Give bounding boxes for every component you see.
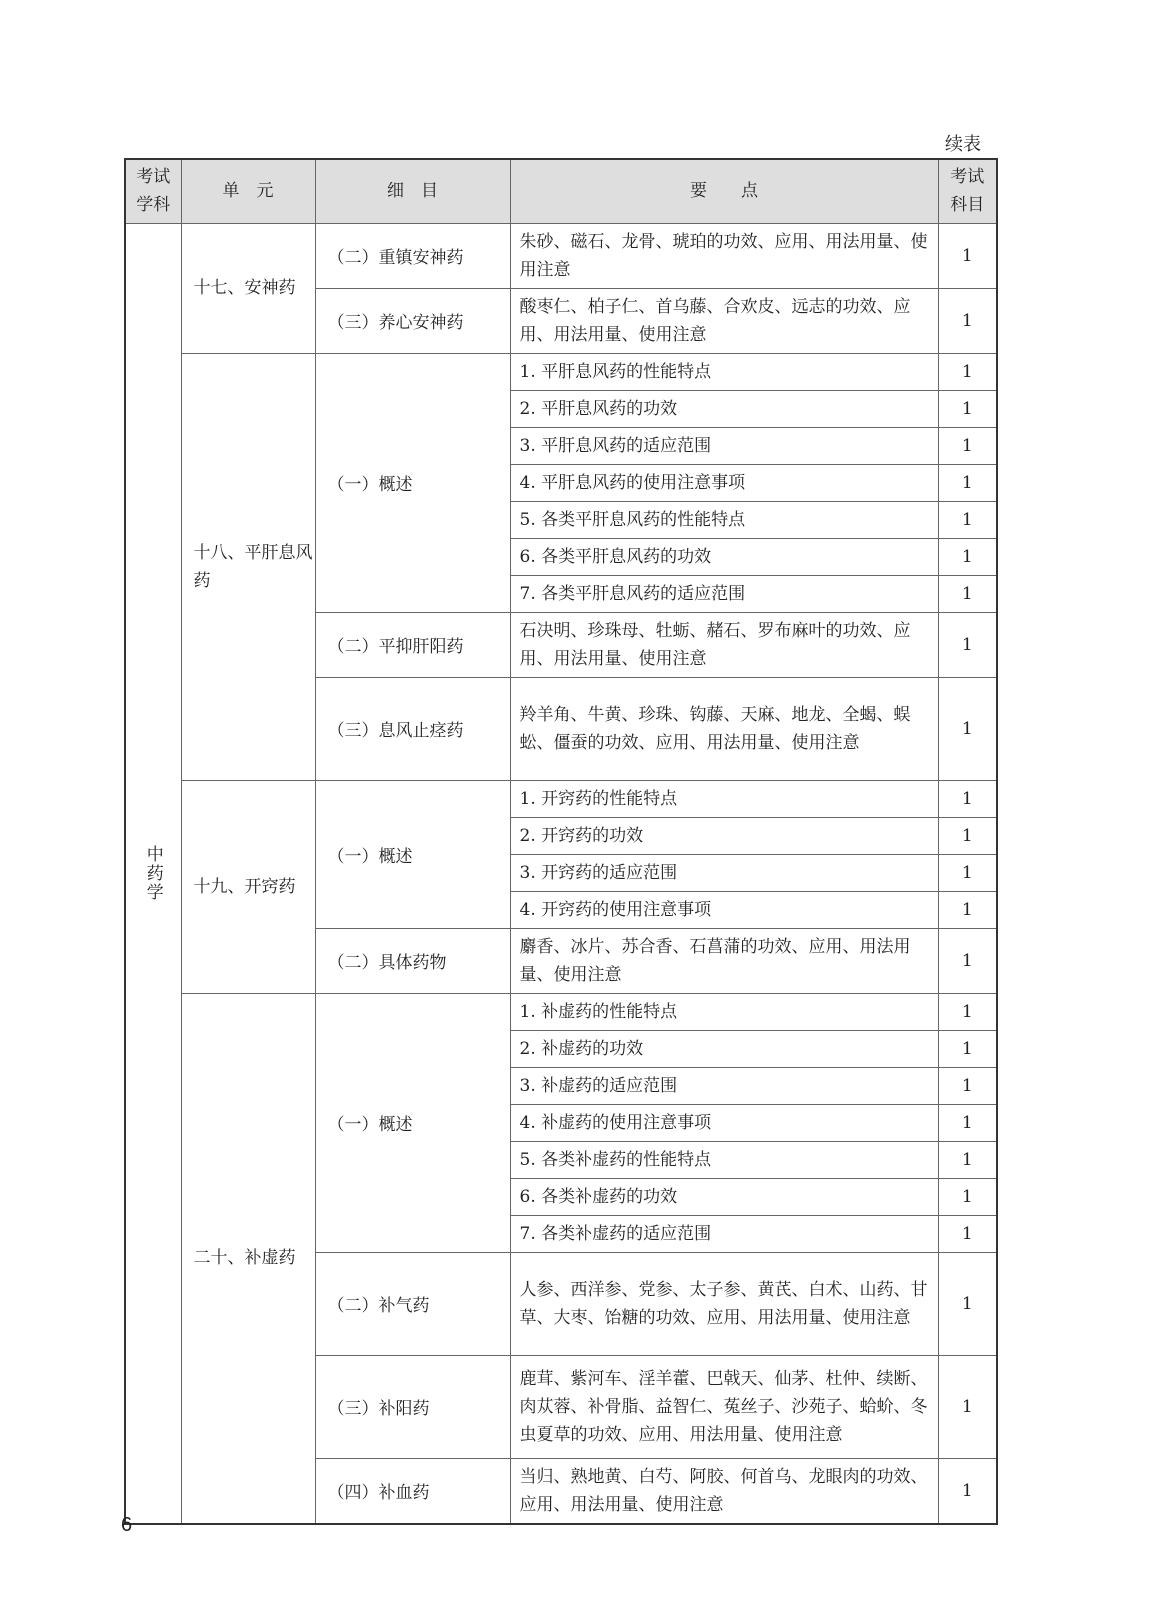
subject-cell: 中药学 — [125, 223, 181, 1524]
point-cell: 石决明、珍珠母、牡蛎、赭石、罗布麻叶的功效、应用、用法用量、使用注意 — [510, 612, 938, 677]
exam-subject-cell: 1 — [938, 464, 997, 501]
table-row — [125, 223, 997, 288]
exam-subject-cell: 1 — [938, 427, 997, 464]
point-cell: 5. 各类补虚药的性能特点 — [510, 1141, 938, 1178]
exam-subject-cell: 1 — [938, 288, 997, 353]
exam-subject-cell: 1 — [938, 538, 997, 575]
table-row — [125, 353, 997, 390]
point-cell: 1. 开窍药的性能特点 — [510, 780, 938, 817]
point-cell: 朱砂、磁石、龙骨、琥珀的功效、应用、用法用量、使用注意 — [510, 223, 938, 288]
point-cell: 人参、西洋参、党参、太子参、黄芪、白术、山药、甘草、大枣、饴糖的功效、应用、用法用量、使用注意 — [510, 1252, 938, 1355]
exam-subject-cell: 1 — [938, 1104, 997, 1141]
item-cell: （一）概述 — [315, 780, 510, 928]
exam-subject-cell: 1 — [938, 1215, 997, 1252]
point-cell: 4. 平肝息风药的使用注意事项 — [510, 464, 938, 501]
header-item: 细 目 — [315, 159, 510, 223]
header-subject: 考试学科 — [125, 159, 181, 223]
exam-subject-cell: 1 — [938, 1141, 997, 1178]
exam-subject-cell: 1 — [938, 390, 997, 427]
exam-subject-cell: 1 — [938, 891, 997, 928]
point-cell: 1. 补虚药的性能特点 — [510, 993, 938, 1030]
unit-cell: 十九、开窍药 — [181, 780, 315, 993]
header-unit: 单 元 — [181, 159, 315, 223]
table-row — [125, 780, 997, 817]
point-cell: 2. 补虚药的功效 — [510, 1030, 938, 1067]
page-number: 6 — [121, 1514, 133, 1536]
unit-cell: 十八、平肝息风药 — [181, 353, 315, 780]
item-cell: （四）补血药 — [315, 1458, 510, 1524]
header-row — [125, 159, 997, 223]
syllabus-table — [124, 158, 998, 1525]
unit-cell: 二十、补虚药 — [181, 993, 315, 1524]
item-cell: （三）息风止痉药 — [315, 677, 510, 780]
exam-subject-cell: 1 — [938, 817, 997, 854]
point-cell: 7. 各类补虚药的适应范围 — [510, 1215, 938, 1252]
unit-cell: 十七、安神药 — [181, 223, 315, 353]
exam-subject-cell: 1 — [938, 612, 997, 677]
exam-subject-cell: 1 — [938, 1458, 997, 1524]
header-points: 要 点 — [510, 159, 938, 223]
point-cell: 7. 各类平肝息风药的适应范围 — [510, 575, 938, 612]
point-cell: 2. 开窍药的功效 — [510, 817, 938, 854]
exam-subject-cell: 1 — [938, 677, 997, 780]
point-cell: 4. 开窍药的使用注意事项 — [510, 891, 938, 928]
item-cell: （二）重镇安神药 — [315, 223, 510, 288]
point-cell: 酸枣仁、柏子仁、首乌藤、合欢皮、远志的功效、应用、用法用量、使用注意 — [510, 288, 938, 353]
point-cell: 当归、熟地黄、白芍、阿胶、何首乌、龙眼肉的功效、应用、用法用量、使用注意 — [510, 1458, 938, 1524]
point-cell: 麝香、冰片、苏合香、石菖蒲的功效、应用、用法用量、使用注意 — [510, 928, 938, 993]
point-cell: 6. 各类平肝息风药的功效 — [510, 538, 938, 575]
point-cell: 5. 各类平肝息风药的性能特点 — [510, 501, 938, 538]
point-cell: 3. 开窍药的适应范围 — [510, 854, 938, 891]
exam-subject-cell: 1 — [938, 928, 997, 993]
point-cell: 2. 平肝息风药的功效 — [510, 390, 938, 427]
exam-subject-cell: 1 — [938, 1030, 997, 1067]
exam-subject-cell: 1 — [938, 1067, 997, 1104]
exam-subject-cell: 1 — [938, 1178, 997, 1215]
item-cell: （二）补气药 — [315, 1252, 510, 1355]
point-cell: 鹿茸、紫河车、淫羊藿、巴戟天、仙茅、杜仲、续断、肉苁蓉、补骨脂、益智仁、菟丝子、沙苑子、蛤蚧、冬虫夏草的功效、应用、用法用量、使用注意 — [510, 1355, 938, 1458]
exam-subject-cell: 1 — [938, 353, 997, 390]
exam-subject-cell: 1 — [938, 501, 997, 538]
point-cell: 1. 平肝息风药的性能特点 — [510, 353, 938, 390]
item-cell: （三）养心安神药 — [315, 288, 510, 353]
point-cell: 6. 各类补虚药的功效 — [510, 1178, 938, 1215]
point-cell: 3. 平肝息风药的适应范围 — [510, 427, 938, 464]
exam-subject-cell: 1 — [938, 575, 997, 612]
item-cell: （二）具体药物 — [315, 928, 510, 993]
continued-table-label: 续表 — [945, 134, 981, 155]
exam-subject-cell: 1 — [938, 1355, 997, 1458]
item-cell: （一）概述 — [315, 353, 510, 612]
exam-subject-cell: 1 — [938, 780, 997, 817]
exam-subject-cell: 1 — [938, 1252, 997, 1355]
exam-subject-cell: 1 — [938, 854, 997, 891]
exam-subject-cell: 1 — [938, 223, 997, 288]
point-cell: 3. 补虚药的适应范围 — [510, 1067, 938, 1104]
item-cell: （三）补阳药 — [315, 1355, 510, 1458]
item-cell: （二）平抑肝阳药 — [315, 612, 510, 677]
header-exam: 考试科目 — [938, 159, 997, 223]
exam-subject-cell: 1 — [938, 993, 997, 1030]
item-cell: （一）概述 — [315, 993, 510, 1252]
table-row — [125, 993, 997, 1030]
point-cell: 4. 补虚药的使用注意事项 — [510, 1104, 938, 1141]
point-cell: 羚羊角、牛黄、珍珠、钩藤、天麻、地龙、全蝎、蜈蚣、僵蚕的功效、应用、用法用量、使用注意 — [510, 677, 938, 780]
